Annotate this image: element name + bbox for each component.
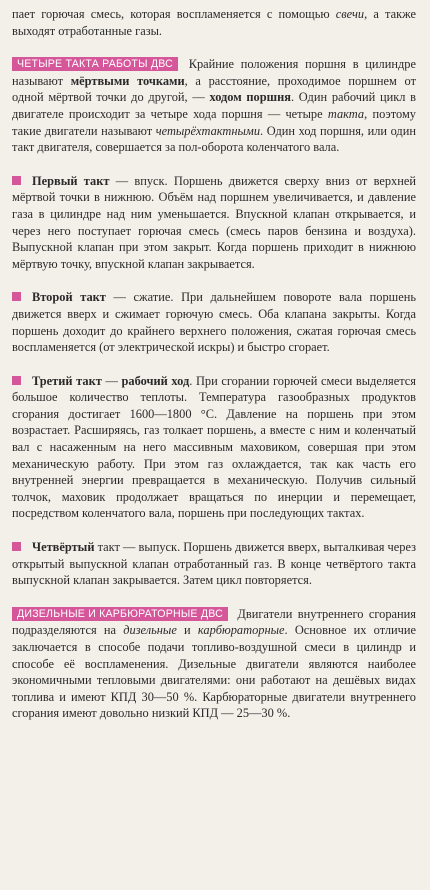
term-carburetor: карбюраторные: [197, 623, 285, 638]
stroke-2-text: — сжатие. При дальнейшем повороте вала поршень движется вверх и сжимает горючую смесь. Оба клапана закрыты. Когда поршень доходит до крайнего верхнего положения, сжатая горючая смесь воспламеняется (от электрической искры) и быстро сгорает.: [12, 290, 416, 355]
four-strokes-paragraph: [12, 56, 416, 156]
four-strokes-text-4: , поэтому такие двигатели называют: [12, 106, 416, 138]
stroke-4-title: Четвёртый: [32, 540, 95, 555]
term-diesel: дизельные: [123, 623, 177, 638]
diesel-paragraph: [12, 606, 416, 722]
intro-text-2: , а также выходят отработанные газы.: [12, 7, 416, 38]
term-four-stroke: четырёхтактными: [155, 123, 261, 138]
diesel-text-3: . Основное их отличие заключается в способе подачи топливо-воздушной смеси в цилиндр и способе её воспламенения. Дизельные двигатели являются наиболее экономичными тепловыми двигателями: они работают на дешёвых видах топлива и имеют КПД 30—50 %. Карбюраторные двигатели внутреннего сгорания имеют довольно низкий КПД — 25—30 %.: [12, 623, 416, 721]
stroke-1-title: Первый такт: [32, 173, 110, 188]
four-strokes-text-2: , а расстояние, проходимое поршнем от одной мёртвой точки до другой, —: [12, 73, 416, 105]
diesel-text-2: и: [176, 623, 198, 638]
section-tag-four-strokes: ЧЕТЫРЕ ТАКТА РАБОТЫ ДВС: [12, 57, 178, 71]
stroke-3-text-1: —: [101, 373, 122, 388]
stroke-3-title: Третий такт: [32, 373, 102, 388]
four-strokes-text-1: Крайние положения поршня в цилиндре называют: [12, 57, 416, 88]
stroke-2-paragraph: [12, 289, 416, 355]
bullet-square-icon: [12, 376, 21, 385]
stroke-3-paragraph: [12, 373, 416, 522]
bullet-square-icon: [12, 542, 21, 551]
stroke-4-text: такт — выпуск. Поршень движется вверх, выталкивая через открытый выпускной клапан отработанный газ. В конце четвёртого такта выпускной клапан закрывается. Затем цикл повторяется.: [12, 540, 416, 588]
intro-text-1: пает горючая смесь, которая воспламеняется с помощью: [12, 7, 336, 21]
term-piston-stroke: ходом поршня: [209, 90, 291, 105]
stroke-2-title: Второй такт: [32, 290, 106, 305]
bullet-square-icon: [12, 176, 21, 185]
four-strokes-text-3: . Один рабочий цикл в двигателе происходит за четыре хода поршня — четыре: [12, 90, 416, 121]
term-stroke: такта: [327, 106, 365, 121]
stroke-1-text: — впуск. Поршень движется сверху вниз от верхней мёртвой точки в нижнюю. Объём над поршнем увеличивается, и давление газа в цилиндре над ним уменьшается. Впускной клапан открывается, и через него поступает горючая смесь (смесь паров бензина и воздуха). Выпускной клапан при этом закрыт. Когда поршень приходит в нижнюю мёртвую точку, впускной клапан закрывается.: [12, 173, 416, 271]
stroke-3-text-2: . При сгорании горючей смеси выделяется большое количество теплоты. Температура газообразных продуктов сгорания достигает 1600—1800 °С. Давление на поршень при этом возрастает. Расширяясь, газ толкает поршень, а вместе с ним и коленчатый вал с насаженным на него массивным маховиком, совершая при этом механическую работу. При этом газ охлаждается, так как часть его внутренней энергии превращается в механическую. Получив сильный толчок, маховик продолжает вращаться по инерции и перемещает, посредством коленчатого вала, поршень при последующих тактах.: [12, 373, 416, 521]
diesel-text-1: Двигатели внутреннего сгорания подразделяются на: [12, 606, 416, 638]
section-tag-diesel: ДИЗЕЛЬНЫЕ И КАРБЮРАТОРНЫЕ ДВС: [12, 607, 228, 621]
term-dead-points: мёртвыми точками: [70, 73, 185, 88]
stroke-1-paragraph: [12, 173, 416, 273]
bullet-square-icon: [12, 292, 21, 301]
four-strokes-text-5: . Один ход поршня, или один такт двигателя, совершается за пол-оборота коленчатого вала.: [12, 123, 416, 155]
stroke-4-paragraph: [12, 539, 416, 589]
term-power-stroke: рабочий ход: [121, 373, 190, 388]
intro-italic-spark: свечи: [335, 7, 365, 21]
intro-paragraph: [12, 6, 416, 39]
